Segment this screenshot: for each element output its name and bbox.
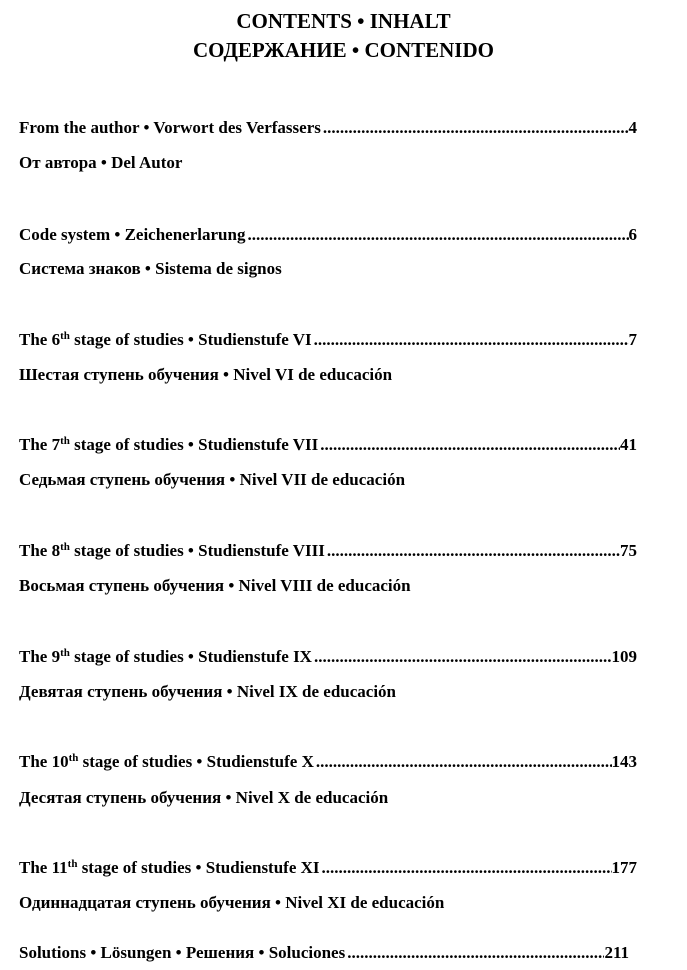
toc-entry-label: The 8th stage of studies • Studienstufe VIII [19,541,325,560]
toc-entry-subtitle: Девятая ступень обучения • Nivel IX de educación [19,682,397,701]
toc-entry-label: The 10th stage of studies • Studienstufe X [19,752,314,771]
toc-entry-solutions[interactable] [19,942,629,964]
toc-leader-dots [345,942,604,964]
toc-entry-code-system[interactable] [19,224,637,246]
toc-page-number: 143 [611,752,637,771]
toc-entry-label: The 7th stage of studies • Studienstufe VII [19,435,319,454]
toc-page-number: 4 [628,118,637,137]
toc-entry-from-author[interactable] [19,117,637,139]
toc-page-number: 211 [604,943,629,962]
toc-entry-label: The 9th stage of studies • Studienstufe IX [19,647,312,666]
toc-page-number: 75 [620,541,637,560]
toc-page-number: 7 [628,330,637,349]
toc-leader-dots [312,646,612,668]
toc-leader-dots [314,751,612,773]
toc-page-number: 6 [628,225,637,244]
toc-entry-stage-11[interactable] [19,857,637,879]
toc-entry-stage-10[interactable] [19,751,637,773]
toc-entry-stage-8[interactable] [19,540,637,562]
toc-page-number: 109 [611,647,637,666]
toc-entry-stage-9[interactable] [19,646,637,668]
toc-leader-dots [245,224,628,246]
toc-entry-label: Solutions • Lösungen • Решения • Soluciones [19,943,346,962]
toc-entry-label: The 11th stage of studies • Studienstufe XI [19,858,320,877]
toc-leader-dots [320,857,612,879]
toc-entry-subtitle: Седьмая ступень обучения • Nivel VII de educación [19,470,406,489]
toc-entry-label: Code system • Zeichenerlarung [19,225,246,244]
toc-entry-stage-7[interactable] [19,434,637,456]
contents-title-line-2: СОДЕРЖАНИЕ • CONTENIDO [193,38,494,62]
toc-entry-subtitle: Десятая ступень обучения • Nivel X de educación [19,788,389,807]
toc-leader-dots [318,434,620,456]
toc-entry-subtitle: От автора • Del Autor [19,153,183,172]
contents-title-line-1: CONTENTS • INHALT [236,9,451,33]
toc-entry-label: From the author • Vorwort des Verfassers [19,118,321,137]
toc-entry-stage-6[interactable] [19,329,637,351]
toc-entry-subtitle: Система знаков • Sistema de signos [19,259,282,278]
toc-page-number: 177 [611,858,637,877]
toc-leader-dots [312,329,629,351]
toc-leader-dots [321,117,629,139]
toc-leader-dots [325,540,620,562]
toc-entry-subtitle: Шестая ступень обучения • Nivel VI de educación [19,365,393,384]
toc-entry-subtitle: Восьмая ступень обучения • Nivel VIII de educación [19,576,411,595]
toc-entry-subtitle: Одиннадцатая ступень обучения • Nivel XI de educación [19,893,445,912]
toc-entry-label: The 6th stage of studies • Studienstufe VI [19,330,312,349]
toc-page-number: 41 [620,435,637,454]
